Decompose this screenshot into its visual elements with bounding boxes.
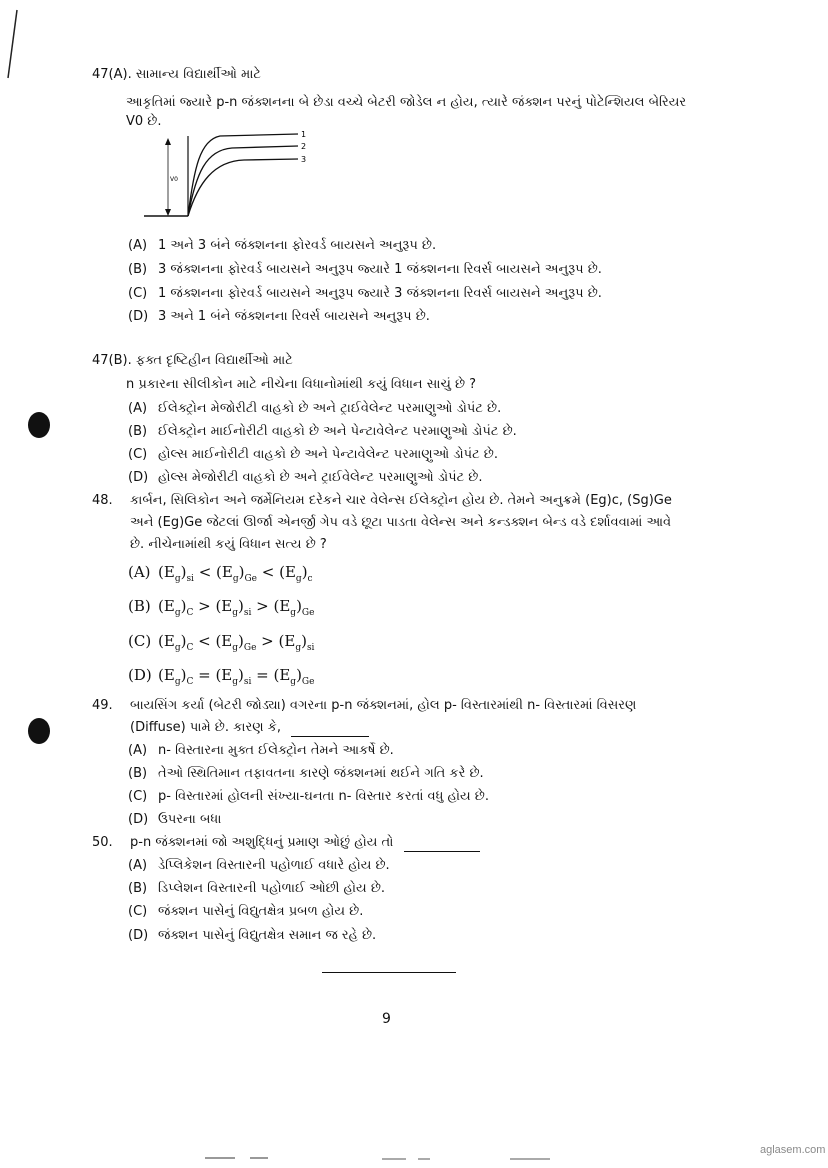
q47a-stem-line2: V0 છે.: [126, 114, 162, 129]
scan-specks: [0, 1150, 828, 1168]
q48-line3: છે. નીચેનામાંથી કયું વિધાન સત્ય છે ?: [130, 537, 327, 552]
q49-answer-blank: [291, 722, 369, 737]
end-of-section-rule: [322, 972, 456, 973]
punch-hole-bottom: [28, 718, 50, 744]
q47a-graph: [140, 128, 320, 223]
q48-option-d: (D) $(E_g)_C = (E_g)_{si} = (E_g)_{Ge}$: [128, 666, 315, 687]
q47a-stem-line1: આકૃતિમાં જ્યારે p-n જંક્શનના બે છેડા વચ્ચે બેટરી જોડેલ ન હોય, ત્યારે જંક્શન પરનું પોટેન્શિયલ બેરિયર: [126, 95, 687, 110]
q48-line1: 48. કાર્બન, સિલિકોન અને જર્મેનિયમ દરેકને ચાર વેલેન્સ ઈલેક્ટ્રોન હોય છે. તેમને અનુક્રમે (Eg)c, (Sg)Ge: [92, 493, 672, 508]
q50-option-b: (B) ડિપ્લેશન વિસ્તારની પહોળાઈ ઓછી હોય છે.: [128, 881, 386, 896]
q50-stem: 50. p-n જંક્શનમાં જો અશુદ્ધિનું પ્રમાણ ઓછું હોય તો: [92, 834, 480, 852]
q48-option-a: (A) $(E_g)_{si} < (E_g)_{Ge} < (E_g)_c$: [128, 563, 313, 584]
q48-option-c: (C) $(E_g)_C < (E_g)_{Ge} > (E_g)_{si}$: [128, 632, 315, 653]
q47a-curve-label-1: 1: [301, 130, 307, 139]
q47a-option-a: (A) 1 અને 3 બંને જંક્શનના ફોરવર્ડ બાયસને અનુરૂપ છે.: [128, 238, 437, 253]
q47a-curve-label-3: 3: [301, 155, 307, 164]
q47b-stem: n પ્રકારના સીલીકોન માટે નીચેના વિધાનોમાંથી કયું વિધાન સાચું છે ?: [126, 377, 477, 392]
q49-option-a: (A) n- વિસ્તારના મુક્ત ઈલેક્ટ્રોન તેમને આકર્ષે છે.: [128, 743, 394, 758]
q47a-option-c: (C) 1 જંક્શનના ફોરવર્ડ બાયસને અનુરૂપ જ્યારે 3 જંક્શનના રિવર્સ બાયસને અનુરૂપ છે.: [128, 286, 602, 301]
margin-mark: [0, 0, 30, 90]
q47a-heading: 47(A). સામાન્ય વિદ્યાર્થીઓ માટે: [92, 67, 261, 82]
q47a-curve-3: [188, 159, 298, 216]
q47b-option-d: (D) હોલ્સ મેજોરીટી વાહકો છે અને ટ્રાઈવેલેન્ટ પરમાણુઓ ડોપંટ છે.: [128, 470, 483, 485]
q47b-option-a: (A) ઈલેક્ટ્રોન મેજોરીટી વાહકો છે અને ટ્રાઈવેલેન્ટ પરમાણુઓ ડોપંટ છે.: [128, 401, 502, 416]
q49-option-b: (B) તેઓ સ્થિતિમાન તફાવતના કારણે જંક્શનમાં થઈને ગતિ કરે છે.: [128, 766, 484, 781]
page-number: 9: [382, 1011, 391, 1027]
punch-hole-top: [28, 412, 50, 438]
q47b-heading: 47(B). ફક્ત દૃષ્ટિહીન વિદ્યાર્થીઓ માટે: [92, 353, 293, 368]
q50-answer-blank: [404, 837, 480, 852]
q47a-graph-axis-label: V0: [170, 176, 178, 183]
watermark-text: aglasem.com: [760, 1144, 826, 1156]
q47a-option-b: (B) 3 જંક્શનના ફોરવર્ડ બાયસને અનુરૂપ જ્યારે 1 જંક્શનના રિવર્સ બાયસને અનુરૂપ છે.: [128, 262, 602, 277]
q50-option-a: (A) ડેપ્લિકેશન વિસ્તારની પહોળાઈ વધારે હોય છે.: [128, 858, 390, 873]
q49-option-c: (C) p- વિસ્તારમાં હોલની સંખ્યા-ઘનતા n- વિસ્તાર કરતાં વધુ હોય છે.: [128, 789, 489, 804]
q49-line2: (Diffuse) પામે છે. કારણ કે,: [130, 719, 369, 737]
q50-option-c: (C) જંક્શન પાસેનું વિદ્યુતક્ષેત્ર પ્રબળ હોય છે.: [128, 904, 364, 919]
q49-option-d: (D) ઉપરના બધા: [128, 812, 222, 827]
q48-option-b: (B) $(E_g)_C > (E_g)_{si} > (E_g)_{Ge}$: [128, 597, 315, 618]
q47a-option-d: (D) 3 અને 1 બંને જંક્શનના રિવર્સ બાયસને અનુરૂપ છે.: [128, 309, 430, 324]
q49-line1: 49. બાયસિંગ કર્યા (બેટરી જોડ્યા) વગરના p-n જંક્શનમાં, હોલ p- વિસ્તારમાંથી n- વિસ્તારમાં વિસરણ: [92, 698, 637, 713]
q48-line2: અને (Eg)Ge જેટલાં ઊર્જા એનર્જી ગેપ વડે છૂટા પાડતા વેલેન્સ અને કન્ડક્શન બેન્ડ વડે દર્શાવવામાં આવે: [130, 515, 672, 530]
q47a-curve-label-2: 2: [301, 142, 307, 151]
q50-option-d: (D) જંક્શન પાસેનું વિદ્યુતક્ષેત્ર સમાન જ રહે છે.: [128, 928, 377, 943]
q47b-option-b: (B) ઈલેક્ટ્રોન માઈનોરીટી વાહકો છે અને પેન્ટાવેલેન્ટ પરમાણુઓ ડોપંટ છે.: [128, 424, 517, 439]
q47b-option-c: (C) હોલ્સ માઈનોરીટી વાહકો છે અને પેન્ટાવેલેન્ટ પરમાણુઓ ડોપંટ છે.: [128, 447, 498, 462]
